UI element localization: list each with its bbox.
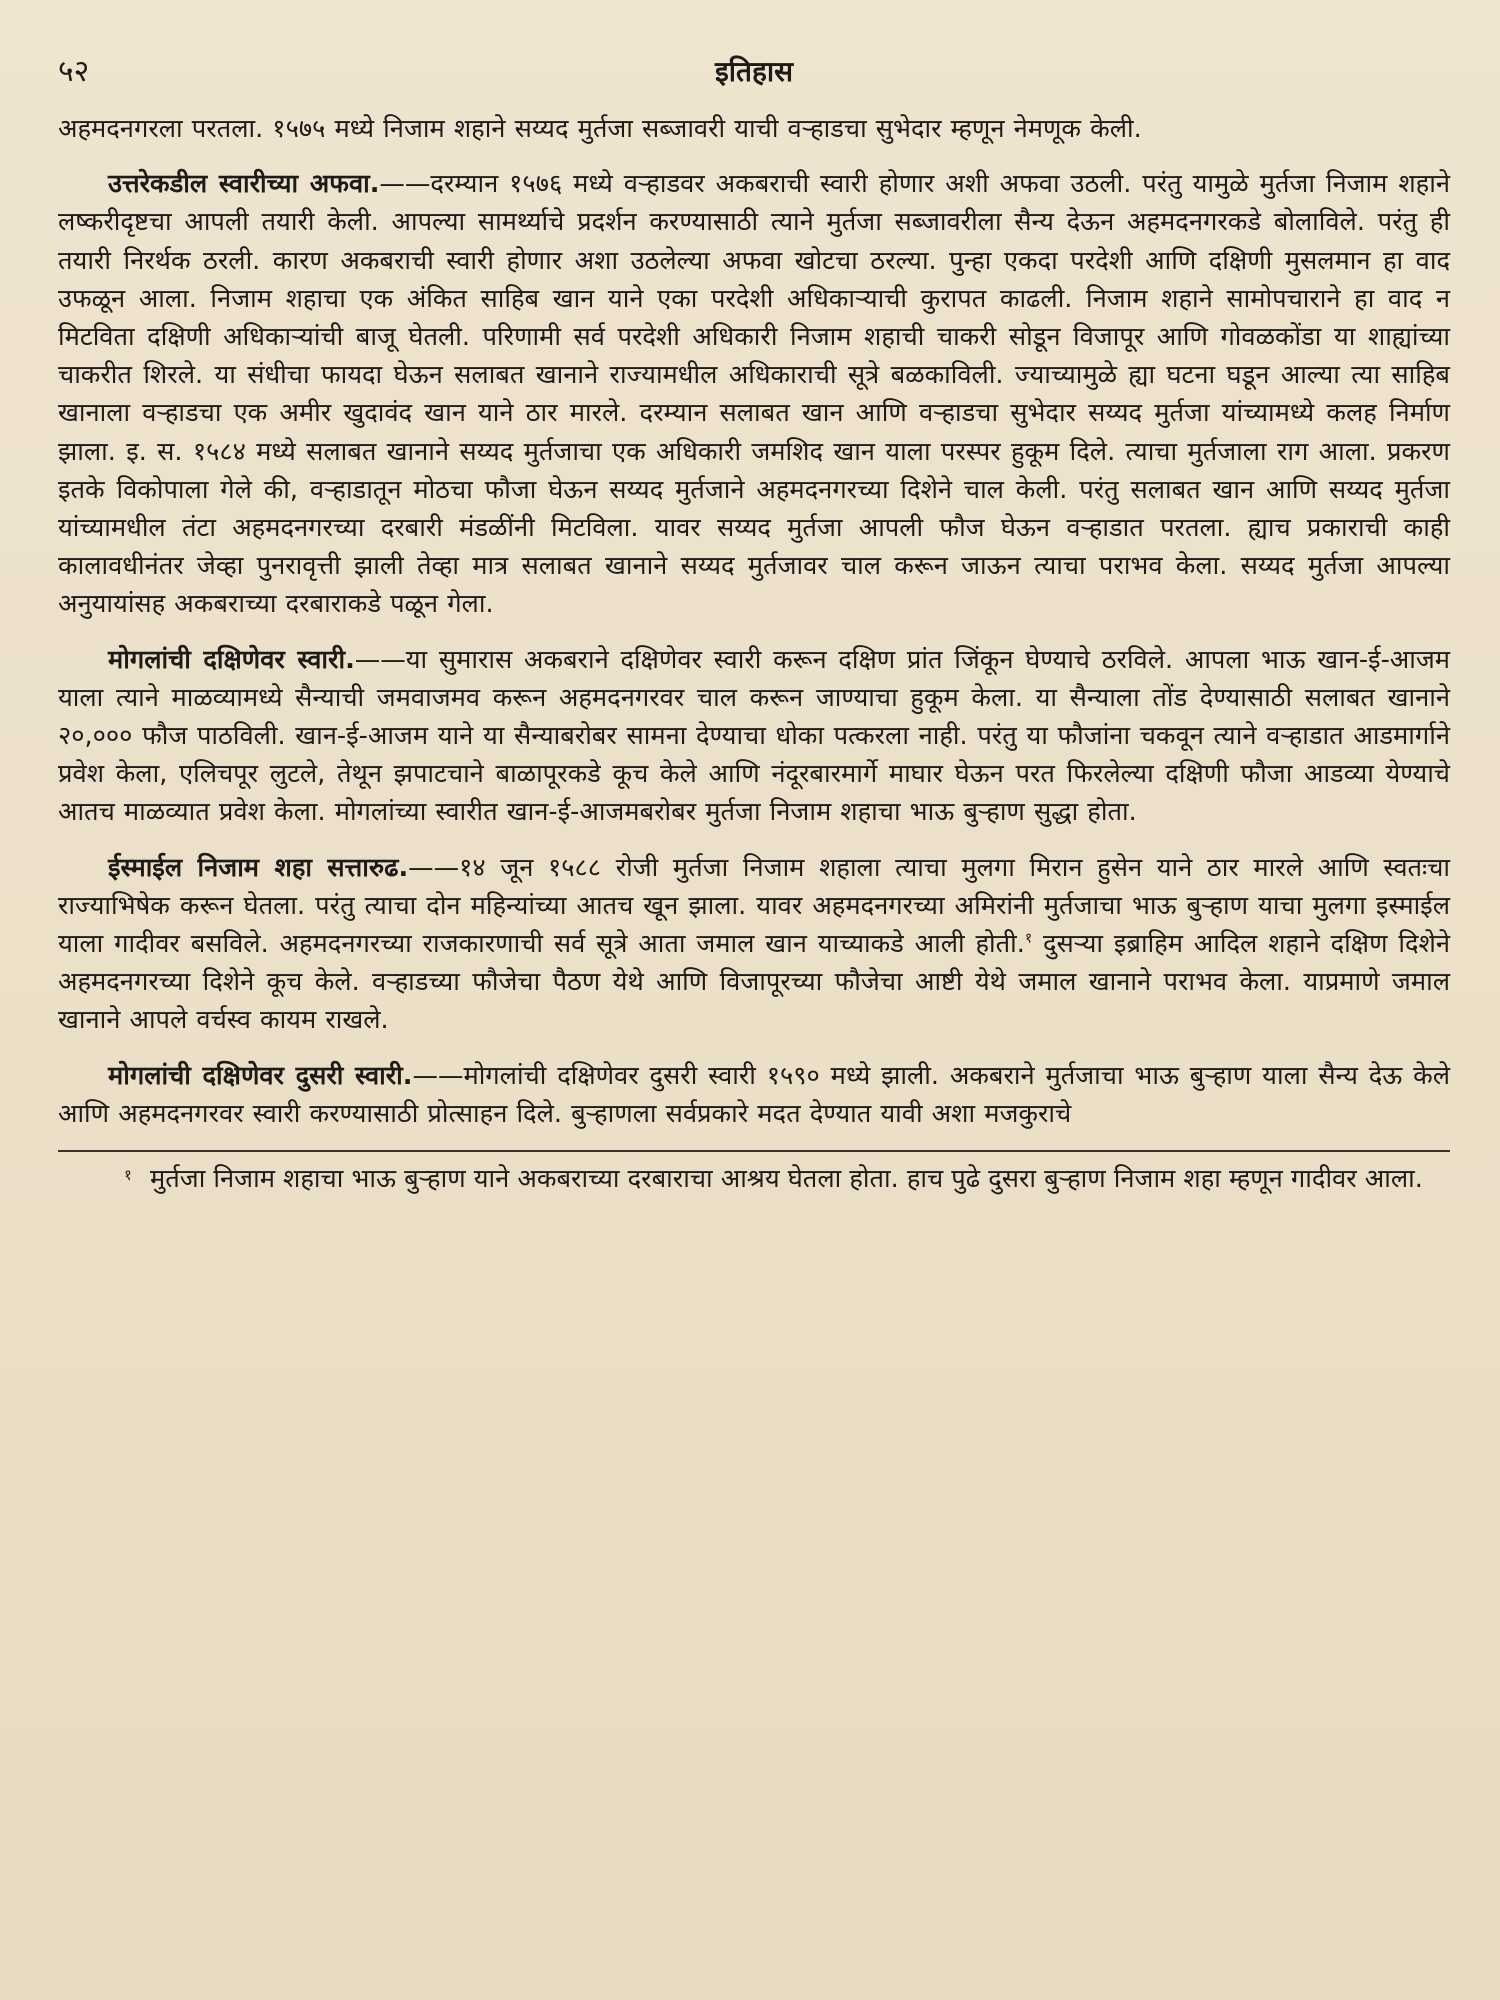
paragraph-continuation [58,110,1450,148]
paragraph-text: दुसऱ्या इब्राहिम आदिल शहाने दक्षिण दिशेने अहमदनगरच्या दिशेने कूच केले. वऱ्हाडच्या फौजेचा पैठण येथे आणि विजापूरच्या फौजेचा आष्टी येथे जमाल खानाने पराभव केला. याप्रमाणे जमाल खानाने आपले वर्चस्व कायम राखले. [58,929,1450,1036]
footnote [58,1160,1450,1198]
section-heading: उत्तरेकडील स्वारीच्या अफवा. [108,169,380,200]
paragraph-text: ——मोगलांची दक्षिणेवर दुसरी स्वारी १५९० मध्ये झाली. अकबराने मुर्तजाचा भाऊ बुऱ्हाण याला सैन्य देऊ केले आणि अहमदनगरवर स्वारी करण्यासाठी प्रोत्साहन दिले. बुऱ्हाणला सर्वप्रकारे मदत देण्यात यावी अशा मजकुराचे [58,1060,1450,1129]
paragraph-second-mughal-invasion [58,1057,1450,1133]
paragraph-mughal-invasion [58,641,1450,832]
paragraph-northern-rumours [58,165,1450,623]
paragraph-text: अहमदनगरला परतला. १५७५ मध्ये निजाम शहाने सय्यद मुर्तजा सब्जावरी याची वऱ्हाडचा सुभेदार म्हणून नेमणूक केली. [58,114,1142,144]
running-title: इतिहास [714,55,793,88]
section-heading: मोगलांची दक्षिणेवर स्वारी. [108,644,355,675]
section-heading: ईस्माईल निजाम शहा सत्तारुढ. [108,852,409,883]
footnote-mark: १ [124,1166,132,1185]
footnote-text: मुर्तजा निजाम शहाचा भाऊ बुऱ्हाण याने अकबराच्या दरबाराचा आश्रय घेतला होता. हाच पुढे दुसरा बुऱ्हाण निजाम शहा म्हणून गादीवर आला. [150,1164,1423,1195]
footnote-separator [58,1150,1450,1152]
page-number: ५२ [58,54,90,89]
page-header [58,52,1450,96]
footnote-reference: १ [1024,930,1033,947]
paragraph-text: ——१४ जून १५८८ रोजी मुर्तजा निजाम शहाला त्याचा मुलगा मिरान हुसेन याने ठार मारले आणि स्वतःचा राज्याभिषेक करून घेतला. परंतु त्याचा दोन महिन्यांच्या आतच खून झाला. यावर अहमदनगरच्या अमिरांनी मुर्तजाचा भाऊ बुऱ्हाण याचा मुलगा इस्माईल याला गादीवर बसविले. अहमदनगरच्या राजकारणाची सर्व सूत्रे आता जमाल खान याच्याकडे आली होती. [58,852,1450,960]
section-heading: मोगलांची दक्षिणेवर दुसरी स्वारी. [108,1060,413,1091]
paragraph-text: ——या सुमारास अकबराने दक्षिणेवर स्वारी करून दक्षिण प्रांत जिंकून घेण्याचे ठरविले. आपला भाऊ खान-ई-आजम याला त्याने माळव्यामध्ये सैन्याची जमवाजमव करून अहमदनगरवर चाल करून जाण्याचा हुकूम केला. या सैन्याला तोंड देण्यासाठी सलाबत खानाने २०,००० फौज पाठविली. खान-ई-आजम याने या सैन्याबरोबर सामना देण्याचा धोका पत्करला नाही. परंतु या फौजांना चकवून त्याने वऱ्हाडात आडमार्गाने प्रवेश केला, एलिचपूर लुटले, तेथून झपाटचाने बाळापूरकडे कूच केले आणि नंदूरबारमार्गे माघार घेऊन परत फिरलेल्या दक्षिणी फौजा आडव्या येण्याचे आतच माळव्यात प्रवेश केला. मोगलांच्या स्वारीत खान-ई-आजमबरोबर मुर्तजा निजाम शहाचा भाऊ बुऱ्हाण सुद्धा होता. [58,644,1450,828]
paragraph-text: ——दरम्यान १५७६ मध्ये वऱ्हाडवर अकबराची स्वारी होणार अशी अफवा उठली. परंतु यामुळे मुर्तजा निजाम शहाने लष्करीदृष्टचा आपली तयारी केली. आपल्या सामर्थ्याचे प्रदर्शन करण्यासाठी त्याने मुर्तजा सब्जावरीला सैन्य देऊन अहमदनगरकडे बोलाविले. परंतु ही तयारी निरर्थक ठरली. कारण अकबराची स्वारी होणार अशा उठलेल्या अफवा खोटचा ठरल्या. पुन्हा एकदा परदेशी आणि दक्षिणी मुसलमान हा वाद उफळून आला. निजाम शहाचा एक अंकित साहिब खान याने एका परदेशी अधिकाऱ्याची कुरापत काढली. निजाम शहाने सामोपचाराने हा वाद न मिटविता दक्षिणी अधिकाऱ्यांची बाजू घेतली. परिणामी सर्व परदेशी अधिकारी निजाम शहाची चाकरी सोडून विजापूर आणि गोवळकोंडा या शाह्यांच्या चाकरीत शिरले. या संधीचा फायदा घेऊन सलाबत खानाने राज्यामधील अधिकाराची सूत्रे बळकाविली. ज्याच्यामुळे ह्या घटना घडून आल्या त्या साहिब खानाला वऱ्हाडचा एक अमीर खुदावंद खान याने ठार मारले. दरम्यान सलाबत खान आणि वऱ्हाडचा सुभेदार सय्यद मुर्तजा यांच्यामध्ये कलह निर्माण झाला. इ. स. १५८४ मध्ये सलाबत खानाने सय्यद मुर्तजाचा एक अधिकारी जमशिद खान याला परस्पर हुकूम दिले. त्याचा मुर्तजाला राग आला. प्रकरण इतके विकोपाला गेले की, वऱ्हाडातून मोठचा फौजा घेऊन सय्यद मुर्तजाने अहमदनगरच्या दिशेने चाल केली. परंतु सलाबत खान आणि सय्यद मुर्तजा यांच्यामधील तंटा अहमदनगरच्या दरबारी मंडळींनी मिटविला. यावर सय्यद मुर्तजा आपली फौज घेऊन वऱ्हाडात परतला. ह्याच प्रकाराची काही कालावधीनंतर जेव्हा पुनरावृत्ती झाली तेव्हा मात्र सलाबत खानाने सय्यद मुर्तजावर चाल करून जाऊन त्याचा पराभव केला. सय्यद मुर्तजा आपल्या अनुयायांसह अकबराच्या दरबाराकडे पळून गेला. [58,169,1450,620]
body-text [58,110,1450,1133]
paragraph-ismail-accession [58,849,1450,1040]
footnotes [58,1160,1450,1198]
